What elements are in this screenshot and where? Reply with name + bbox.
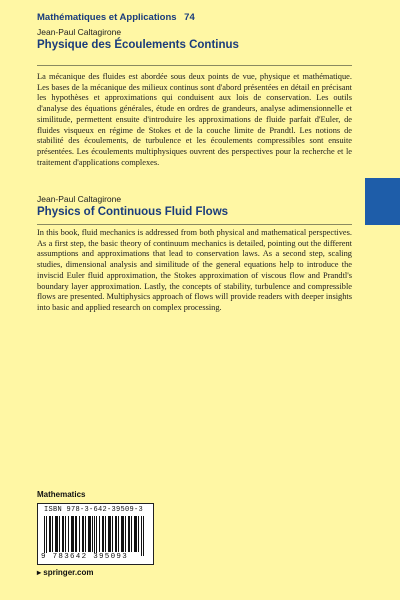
french-abstract-block bbox=[37, 72, 352, 168]
french-abstract: La mécanique des fluides est abordée sous deux points de vue, physique et mathématique. Les bases de la mécanique des milieux continus sont d'abord présentées en détail en précisant les hypothèses et approximations qui conduisent aux lois de conservation. Les outils d'analyse des équations générales, étude en ordres de grandeurs, analyse adimensionnelle et similitude, permettent ensuite d'introduire les approximations de fluide parfait d'Euler, de fluides visqueux en régime de Stokes et de la couche limite de Prandtl. Les notions de stabilité des écoulements, de turbulence et les écoulements compressibles sont ensuite présentées. Les écoulements multiphysiques ouvrent des perspectives pour la recherche et le traitement d'applications complexes. bbox=[37, 72, 352, 167]
barcode-bars bbox=[44, 516, 147, 556]
divider-french bbox=[37, 65, 352, 66]
french-author: Jean-Paul Caltagirone bbox=[37, 27, 122, 37]
cover-blue-band bbox=[365, 178, 400, 225]
english-section bbox=[37, 194, 352, 218]
english-title: Physics of Continuous Fluid Flows bbox=[37, 206, 229, 218]
subject-label: Mathematics bbox=[37, 490, 86, 499]
cover-color-band bbox=[365, 0, 400, 110]
barcode-digits: 9 783642 395093 bbox=[41, 553, 129, 561]
series-name: Mathématiques et Applications bbox=[37, 12, 177, 23]
publisher-url[interactable] bbox=[37, 568, 94, 577]
french-section bbox=[37, 27, 352, 51]
series-number: 74 bbox=[184, 12, 195, 23]
english-abstract: In this book, fluid mechanics is addressed from both physical and mathematical perspectives. As a first step, the basic theory of continuum mechanics is detailed, pointing out the different assumptions and approximations that lead to conservation laws. As a second step, scaling studies, dimensional analysis and similitude of the general equations help to introduce the inviscid Euler fluid approximation, the Stokes approximation of viscous flow and Prandtl's boundary layer approximation. Lastly, the concepts of stability, turbulence and compressible flows are presented. Multiphysics approach of flows will provide readers with deeper insights into basic and applied research on complex processing. bbox=[37, 228, 352, 312]
series-header bbox=[37, 12, 195, 23]
url-bullet-icon: ▸ bbox=[37, 568, 42, 577]
english-abstract-block bbox=[37, 228, 352, 314]
barcode bbox=[37, 503, 154, 565]
english-author: Jean-Paul Caltagirone bbox=[37, 194, 122, 204]
isbn-text: ISBN 978-3-642-39509-3 bbox=[44, 506, 144, 514]
french-title: Physique des Écoulements Continus bbox=[37, 39, 239, 51]
divider-english bbox=[37, 224, 352, 225]
url-text: springer.com bbox=[43, 568, 94, 577]
